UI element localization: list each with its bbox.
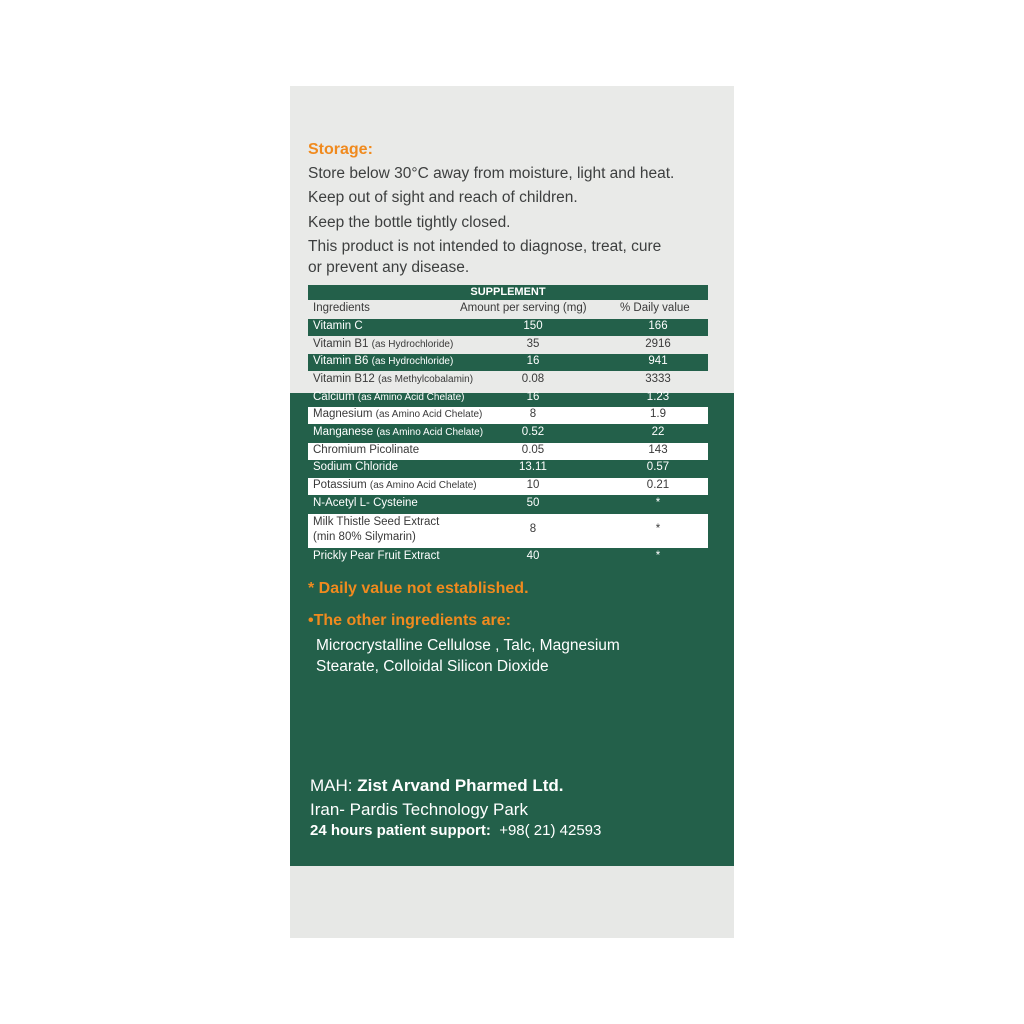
table-row (308, 460, 708, 477)
table-row (308, 425, 708, 442)
storage-line: Keep the bottle tightly closed. (308, 214, 511, 231)
bottom-strip (290, 866, 734, 938)
storage-line: Keep out of sight and reach of children. (308, 189, 578, 206)
ingredient-qualifier: (as Amino Acid Chelate) (375, 409, 483, 420)
ingredient-name (313, 497, 418, 509)
ingredient-qualifier: (as Methylcobalamin) (378, 374, 474, 385)
ingredient-label: Manganese (313, 426, 374, 438)
ingredient-dv: * (655, 523, 661, 535)
ingredient-amount: 16 (526, 391, 540, 403)
ingredient-label: Vitamin B1 (313, 338, 369, 350)
ingredient-name (313, 550, 440, 562)
ingredient-name (313, 338, 453, 350)
ingredient-dv: 166 (648, 320, 668, 332)
ingredient-amount: 150 (523, 320, 543, 332)
ingredient-name (313, 320, 363, 332)
ingredient-amount: 0.05 (521, 444, 545, 456)
mah-prefix: MAH: (310, 776, 358, 795)
ingredient-amount: 40 (526, 550, 540, 562)
table-row (308, 478, 708, 495)
product-label (290, 86, 734, 938)
table-title: SUPPLEMENT (308, 285, 708, 300)
ingredient-name (313, 515, 439, 545)
table-row (308, 407, 708, 424)
ingredient-amount: 10 (526, 479, 540, 491)
ingredient-amount: 0.52 (521, 426, 545, 438)
storage-line: Store below 30°C away from moisture, light and heat. (308, 165, 675, 182)
ingredient-dv: 0.21 (646, 479, 670, 491)
table-row (308, 354, 708, 371)
table-row (308, 514, 708, 548)
ingredient-label: Potassium (313, 479, 367, 491)
table-row (308, 443, 708, 460)
manufacturer-address: Iran- Pardis Technology Park (310, 800, 528, 819)
ingredient-name (313, 373, 473, 385)
other-ingredients-title: •The other ingredients are: (308, 612, 511, 629)
table-row (308, 390, 708, 407)
ingredient-amount: 16 (526, 355, 540, 367)
ingredient-qualifier: (as Amino Acid Chelate) (357, 392, 465, 403)
ingredient-label: Chromium Picolinate (313, 444, 420, 456)
ingredient-amount: 50 (526, 497, 540, 509)
ingredient-dv: 2916 (645, 338, 671, 350)
ingredient-label: Sodium Chloride (313, 461, 399, 473)
support-phone: +98( 21) 42593 (499, 822, 602, 839)
ingredient-dv: 941 (648, 355, 668, 367)
ingredient-label: Vitamin B6 (313, 355, 369, 367)
ingredient-label: Prickly Pear Fruit Extract (313, 550, 440, 562)
table-row (308, 496, 708, 513)
ingredient-name (313, 444, 419, 456)
header-amount: Amount per serving (mg) (460, 302, 587, 314)
ingredient-qualifier: (as Hydrochloride) (371, 339, 454, 350)
manufacturer-name: Zist Arvand Pharmed Ltd. (357, 776, 564, 795)
ingredient-name (313, 391, 464, 403)
support-label: 24 hours patient support: (310, 822, 491, 839)
ingredient-dv: * (655, 497, 661, 509)
ingredient-label: N-Acetyl L- Cysteine (313, 497, 418, 509)
ingredient-amount: 35 (526, 338, 540, 350)
ingredient-dv: 22 (651, 426, 665, 438)
daily-value-note: * Daily value not established. (308, 580, 529, 597)
ingredient-qualifier: (min 80% Silymarin) (313, 531, 416, 543)
ingredient-label: Magnesium (313, 408, 373, 420)
storage-line: This product is not intended to diagnose, treat, cure (308, 238, 662, 255)
ingredient-dv: 1.9 (650, 408, 666, 420)
ingredient-dv: * (655, 550, 661, 562)
ingredient-dv: 0.57 (646, 461, 670, 473)
storage-title: Storage: (308, 141, 373, 158)
ingredient-name (313, 355, 453, 367)
ingredient-qualifier: (as Amino Acid Chelate) (369, 480, 477, 491)
table-header (308, 300, 708, 318)
ingredient-qualifier: (as Amino Acid Chelate) (376, 427, 484, 438)
ingredient-dv: 143 (648, 444, 668, 456)
storage-line: or prevent any disease. (308, 259, 470, 276)
ingredient-label: Vitamin C (313, 320, 363, 332)
ingredient-label: Calcium (313, 391, 355, 403)
table-row (308, 372, 708, 389)
other-ingredients-line: Microcrystalline Cellulose , Talc, Magnesium (316, 637, 620, 654)
ingredient-label: Vitamin B12 (313, 373, 375, 385)
header-daily-value: % Daily value (620, 302, 690, 314)
ingredient-amount: 0.08 (521, 373, 545, 385)
other-ingredients-line: Stearate, Colloidal Silicon Dioxide (316, 658, 549, 675)
ingredient-name (313, 461, 398, 473)
header-ingredients: Ingredients (313, 302, 370, 314)
ingredient-label: Milk Thistle Seed Extract (313, 516, 440, 528)
ingredient-dv: 3333 (645, 373, 671, 385)
table-row (308, 319, 708, 336)
table-row (308, 549, 708, 566)
ingredient-qualifier: (as Hydrochloride) (371, 356, 454, 367)
table-row (308, 337, 708, 354)
ingredient-amount: 8 (529, 523, 537, 535)
ingredient-dv: 1.23 (646, 391, 670, 403)
mah-line (310, 776, 563, 796)
ingredient-amount: 8 (529, 408, 537, 420)
ingredient-name (313, 408, 482, 420)
patient-support (310, 822, 601, 839)
ingredient-amount: 13.11 (519, 461, 547, 473)
ingredient-name (313, 426, 483, 438)
ingredient-name (313, 479, 477, 491)
